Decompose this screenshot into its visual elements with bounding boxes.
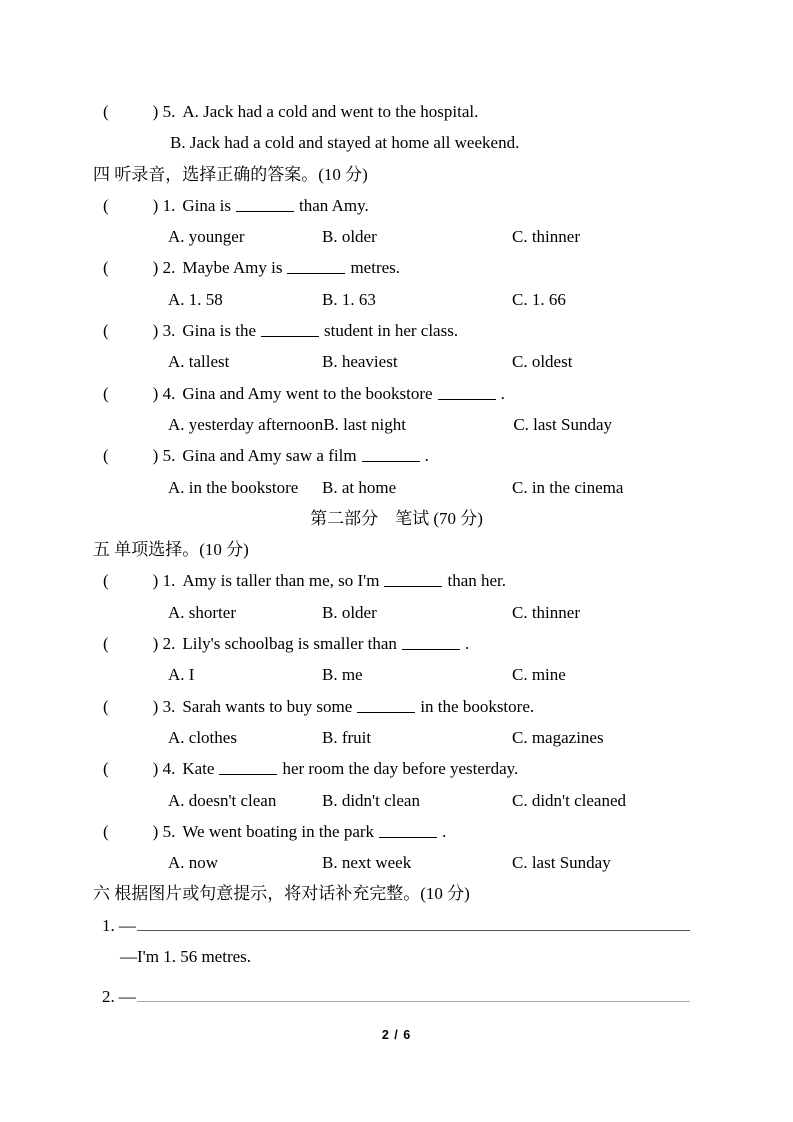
answer-paren-open: ( [103,821,109,841]
answer-paren-open: ( [103,759,109,779]
s4-question-1 [0,190,793,221]
question-text-pre: Amy is taller than me, so I'm [182,571,380,591]
question-number: ) 4. [152,383,176,403]
question-number: ) 3. [152,696,176,716]
s6-item-2-question [0,981,793,1012]
option-b: B. last night [323,414,406,434]
answer-paren-open: ( [103,321,109,341]
item-number: 1. [102,915,115,935]
question-text-post: than Amy. [298,195,369,215]
question-text-post: student in her class. [324,321,459,341]
option-c: C. didn't cleaned [512,790,627,810]
answer-paren-open: ( [103,383,109,403]
option-a: A. yesterday afternoon [168,414,324,434]
option-b: B. at home [322,477,397,497]
s5-options-1 [0,597,793,628]
option-c: C. last Sunday [512,853,611,873]
option-b-text: B. Jack had a cold and stayed at home all weekend. [170,133,520,153]
question-text-post: . [464,634,470,654]
s5-question-4 [0,753,793,784]
question-text-pre: Gina and Amy went to the bookstore [182,383,433,403]
option-b: B. next week [322,853,412,873]
section5-title: 五 单项选择。(10 分) [93,540,249,560]
question-text-pre: Gina is [182,195,231,215]
answer-paren-open: ( [103,634,109,654]
option-c: C. thinner [512,227,580,247]
option-a: A. 1. 58 [168,289,223,309]
option-a: A. tallest [168,352,230,372]
option-a: A. doesn't clean [168,790,277,810]
s6-item-1-question [0,910,793,941]
s4-question-3 [0,315,793,346]
question-number: ) 2. [152,634,176,654]
question-number: ) 1. [152,195,176,215]
item-number: 2. [102,987,115,1007]
answer-paren-open: ( [103,696,109,716]
s6-item-1-answer: —I'm 1. 56 metres. [120,947,252,967]
option-b: B. didn't clean [322,790,420,810]
answer-blank [362,445,420,462]
s4-question-5 [0,440,793,471]
question-text-post: metres. [350,258,401,278]
option-b: B. older [322,227,377,247]
option-c: C. magazines [512,727,604,747]
s5-options-5 [0,847,793,878]
question-number: ) 5. [152,821,176,841]
option-a: A. younger [168,227,245,247]
s4-options-2 [0,284,793,315]
s4-options-1 [0,221,793,252]
s4-options-5 [0,472,793,503]
question-number: ) 3. [152,321,176,341]
answer-paren-open: ( [103,571,109,591]
page-number: 2 / 6 [381,1028,412,1042]
question-text-pre: Gina is the [182,321,256,341]
s5-options-2 [0,659,793,690]
answer-paren-open: ( [103,258,109,278]
question-text-post: . [424,446,429,466]
question-text-post: . [500,383,505,403]
question-text-pre: Gina and Amy saw a film [182,446,357,466]
dialogue-dash: — [118,915,136,935]
option-c: C. last Sunday [513,414,613,434]
question-text-pre: Maybe Amy is [182,258,283,278]
question-text-pre: We went boating in the park [182,821,375,841]
write-in-line [137,913,690,931]
question-text-post: than her. [447,571,507,591]
question-text-pre: Kate [182,759,215,779]
question-number: ) 5. [152,102,176,121]
option-b: B. heaviest [322,352,398,372]
s5-options-4 [0,785,793,816]
answer-blank [379,821,437,838]
question-text-pre: Sarah wants to buy some [182,696,353,716]
s5-options-3 [0,722,793,753]
question-text-post: in the bookstore. [420,696,535,716]
answer-blank [287,257,345,274]
question-text-post: her room the day before yesterday. [282,759,519,779]
carryover-question-5 [0,96,793,127]
answer-blank [357,696,415,713]
option-b: B. older [322,602,377,622]
option-a: A. in the bookstore [168,477,299,497]
answer-blank [384,570,442,587]
option-a: A. now [168,853,219,873]
s5-question-1 [0,565,793,596]
part2-header: 第二部分 笔试 (70 分) [310,508,483,528]
question-number: ) 5. [152,446,176,466]
answer-paren-open: ( [103,102,109,121]
option-b: B. 1. 63 [322,289,376,309]
question-text-post: . [442,821,447,841]
option-a: A. clothes [168,727,237,747]
question-text-pre: Lily's schoolbag is smaller than [182,634,397,654]
option-b: B. fruit [322,727,372,747]
question-number: ) 4. [152,759,176,779]
answer-blank [236,195,294,212]
question-number: ) 2. [152,258,176,278]
s4-question-2 [0,252,793,283]
answer-paren-open: ( [103,195,109,215]
s5-question-3 [0,691,793,722]
section6-title: 六 根据图片或句意提示，将对话补充完整。(10 分) [93,884,470,904]
option-a: A. I [168,665,195,685]
carryover-option-b [0,127,793,158]
section4-title: 四 听录音，选择正确的答案。(10 分) [93,164,368,184]
s4-options-4 [0,409,793,440]
answer-blank [438,383,496,400]
s4-question-4 [0,378,793,409]
option-c: C. thinner [512,602,580,622]
answer-paren-open: ( [103,446,109,466]
answer-blank [402,633,460,650]
answer-blank [219,758,277,775]
option-c: C. 1. 66 [512,289,566,309]
option-c: C. in the cinema [512,477,624,497]
option-c: C. mine [512,665,566,685]
s5-question-2 [0,628,793,659]
option-a-text: A. Jack had a cold and went to the hospital. [182,102,479,121]
s4-options-3 [0,346,793,377]
option-b: B. me [322,665,363,685]
answer-blank [261,320,319,337]
s5-question-5 [0,816,793,847]
write-in-line [137,984,690,1002]
question-number: ) 1. [152,571,176,591]
option-a: A. shorter [168,602,236,622]
dialogue-dash: — [118,987,136,1007]
option-c: C. oldest [512,352,573,372]
